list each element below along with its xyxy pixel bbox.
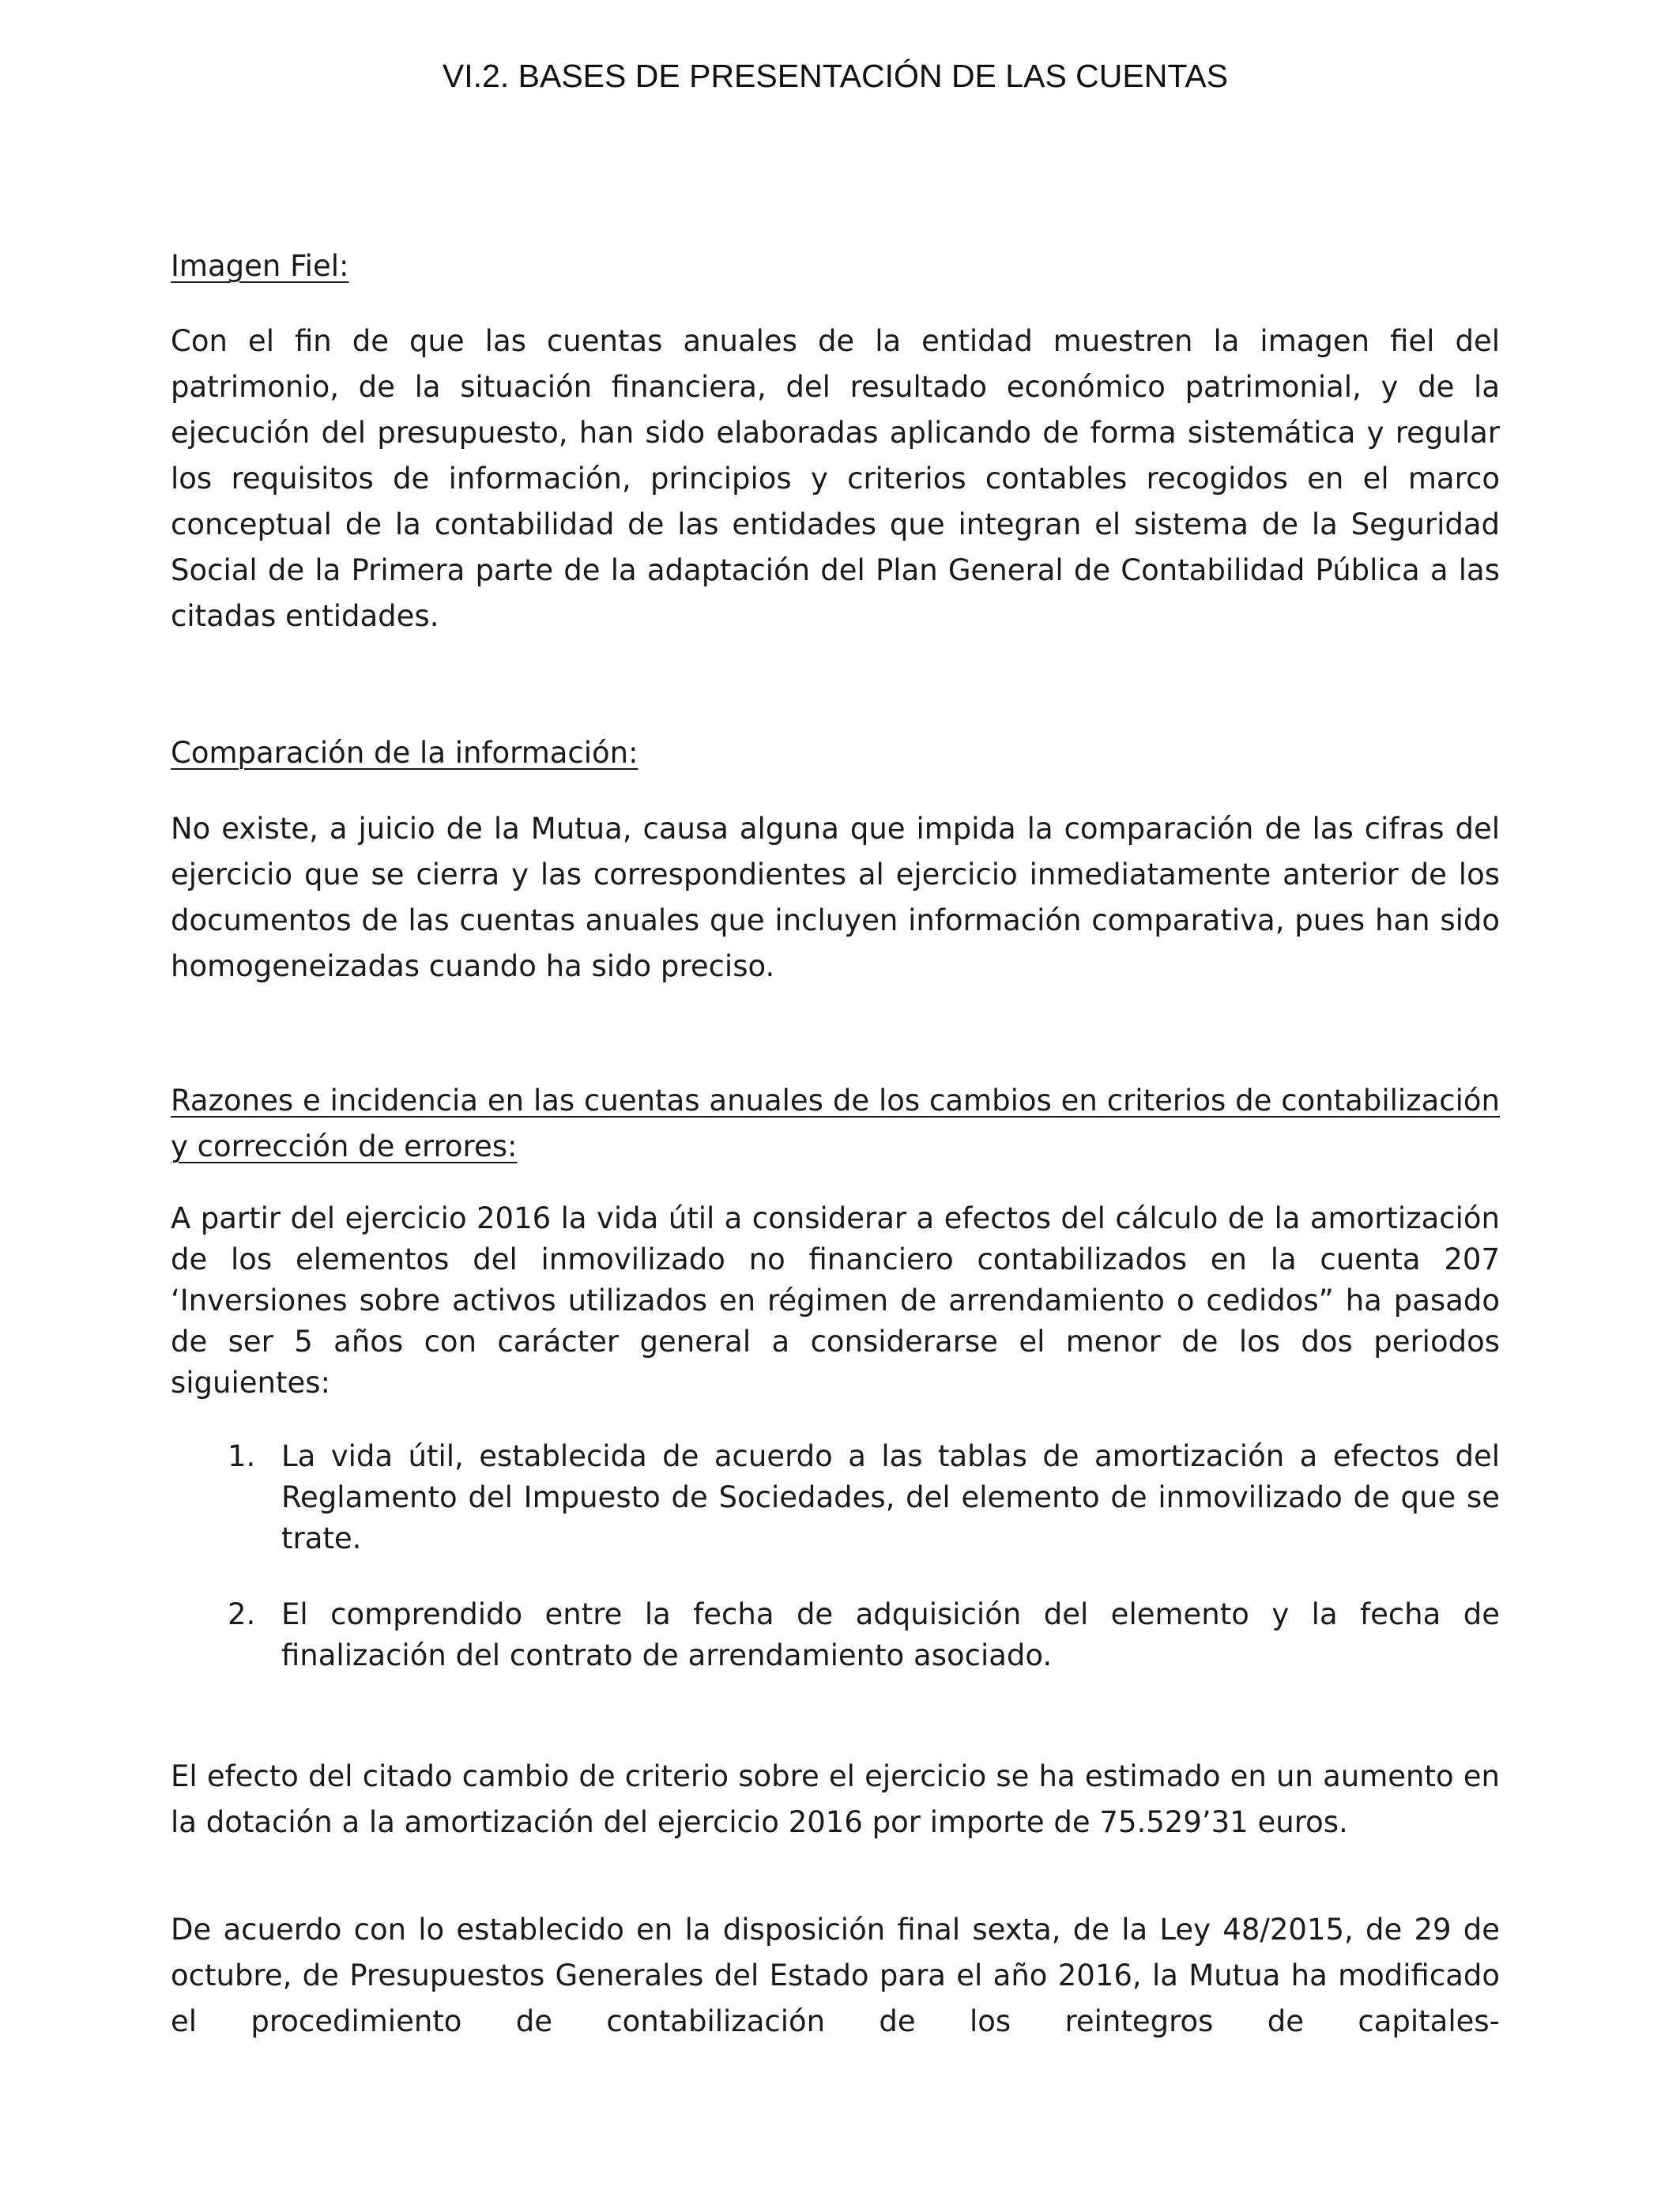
- list-item-number: 1.: [228, 1439, 256, 1473]
- heading-comparacion: Comparación de la información:: [171, 736, 638, 770]
- paragraph-razones-intro: A partir del ejercicio 2016 la vida útil a considerar a efectos del cálculo de la amortización de los elementos del inmovilizado no financiero contabilizados en la cuenta 207 ‘Inversiones sobre activos utilizados en régimen de arrendamiento o cedidos” ha pasado de ser 5 años con carácter general a considerarse el menor de los dos periodos siguientes:: [171, 1201, 1500, 1400]
- list-item-number: 2.: [228, 1597, 256, 1631]
- list-item-text: La vida útil, establecida de acuerdo a las tablas de amortización a efectos del Reglamento del Impuesto de Sociedades, del elemento de inmovilizado de que se trate.: [281, 1439, 1500, 1555]
- paragraph-ley: De acuerdo con lo establecido en la disposición final sexta, de la Ley 48/2015, de 29 de octubre, de Presupuestos Generales del Estado para el año 2016, la Mutua ha modificado el procedimiento de contabilización de los reintegros de capitales-: [171, 1913, 1500, 2038]
- heading-razones: Razones e incidencia en las cuentas anuales de los cambios en criterios de contabilización y corrección de errores:: [171, 1084, 1500, 1163]
- paragraph-efecto: El efecto del citado cambio de criterio sobre el ejercicio se ha estimado en un aumento en la dotación a la amortización del ejercicio 2016 por importe de 75.529’31 euros.: [171, 1759, 1500, 1839]
- page-title: VI.2. BASES DE PRESENTACIÓN DE LAS CUENTAS: [442, 58, 1229, 94]
- list-item-text: El comprendido entre la fecha de adquisición del elemento y la fecha de finalización del contrato de arrendamiento asociado.: [281, 1597, 1500, 1672]
- paragraph-comparacion: No existe, a juicio de la Mutua, causa alguna que impida la comparación de las cifras del ejercicio que se cierra y las correspondientes al ejercicio inmediatamente anterior de los documentos de las cuentas anuales que incluyen información comparativa, pues han sido homogeneizadas cuando ha sido preciso.: [171, 812, 1500, 983]
- paragraph-imagen-fiel: Con el fin de que las cuentas anuales de la entidad muestren la imagen fiel del patrimonio, de la situación financiera, del resultado económico patrimonial, y de la ejecución del presupuesto, han sido elaboradas aplicando de forma sistemática y regular los requisitos de información, principios y criterios contables recogidos en el marco conceptual de la contabilidad de las entidades que integran el sistema de la Seguridad Social de la Primera parte de la adaptación del Plan General de Contabilidad Pública a las citadas entidades.: [171, 324, 1500, 633]
- document-page: [171, 0, 1500, 2194]
- heading-imagen-fiel: Imagen Fiel:: [171, 249, 349, 283]
